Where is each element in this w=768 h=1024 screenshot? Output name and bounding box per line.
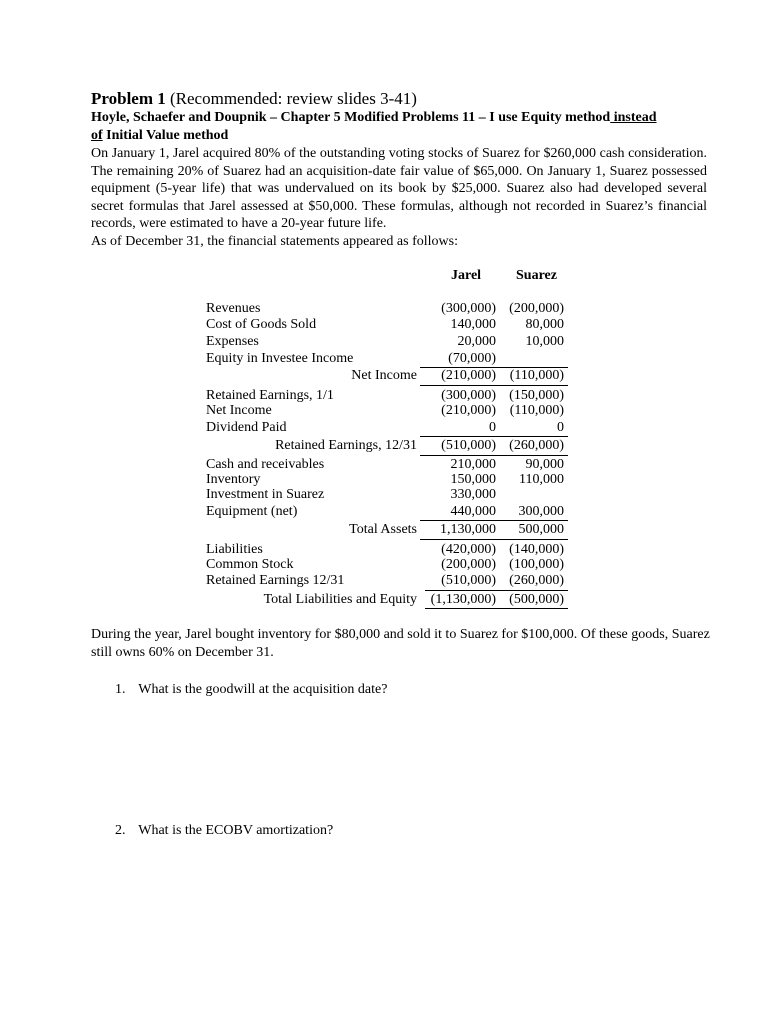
subtitle-underline-1: instead [610, 110, 657, 125]
jarel-value: 140,000 [450, 317, 496, 332]
row-label: Inventory [206, 472, 261, 487]
jarel-value: 20,000 [457, 334, 496, 349]
jarel-value: 1,130,000 [440, 522, 496, 537]
table-row [0, 402, 768, 419]
jarel-value: (210,000) [441, 368, 496, 383]
suarez-value: (100,000) [509, 557, 564, 572]
problem-paragraph-2: As of December 31, the financial statements appeared as follows: [91, 233, 458, 249]
suarez-value: (140,000) [509, 542, 564, 557]
row-label: Equity in Investee Income [206, 351, 354, 366]
table-row [0, 300, 768, 317]
problem-label: Problem 1 [91, 89, 166, 108]
row-label: Revenues [206, 301, 261, 316]
table-row [0, 437, 768, 454]
row-label: Expenses [206, 334, 259, 349]
suarez-value: (200,000) [509, 301, 564, 316]
suarez-value: 10,000 [525, 334, 564, 349]
table-rule [425, 590, 568, 591]
question-1-text: What is the goodwill at the acquisition date? [138, 682, 388, 697]
row-label: Cash and receivables [206, 457, 325, 472]
col-header-suarez: Suarez [516, 268, 557, 283]
suarez-value: 90,000 [525, 457, 564, 472]
jarel-value: (1,130,000) [430, 592, 496, 607]
row-label: Common Stock [206, 557, 294, 572]
row-label: Cost of Goods Sold [206, 317, 317, 332]
row-label: Net Income [206, 403, 272, 418]
jarel-value: (510,000) [441, 573, 496, 588]
jarel-value: 330,000 [450, 487, 496, 502]
table-row [0, 486, 768, 503]
table-row [0, 572, 768, 589]
subtitle-part-b: Initial Value method [102, 128, 229, 143]
problem-subtitle [91, 109, 707, 145]
suarez-value: (150,000) [509, 388, 564, 403]
suarez-value: 110,000 [519, 472, 564, 487]
table-rule [420, 385, 568, 386]
suarez-value: (260,000) [509, 438, 564, 453]
suarez-value: (500,000) [509, 592, 564, 607]
row-label: Total Liabilities and Equity [263, 592, 417, 607]
jarel-value: (200,000) [441, 557, 496, 572]
table-row [0, 503, 768, 520]
row-label: Retained Earnings, 12/31 [275, 438, 417, 453]
suarez-value: (110,000) [509, 368, 564, 383]
table-row [0, 333, 768, 350]
question-2-text: What is the ECOBV amortization? [138, 823, 334, 838]
table-row [0, 521, 768, 538]
table-rule [420, 539, 568, 540]
jarel-value: (210,000) [441, 403, 496, 418]
table-row [0, 316, 768, 333]
subtitle-underline-2: of [91, 128, 103, 143]
problem-title [91, 89, 707, 109]
row-label: Equipment (net) [206, 504, 298, 519]
jarel-value: 0 [489, 420, 496, 435]
subtitle-part-a: Hoyle, Schaefer and Doupnik – Chapter 5 Modified Problems 11 – I use Equity method [91, 110, 611, 125]
jarel-value: 150,000 [450, 472, 496, 487]
question-1-number: 1. [115, 682, 126, 697]
suarez-value: 80,000 [525, 317, 564, 332]
row-label: Dividend Paid [206, 420, 287, 435]
problem-paragraph: On January 1, Jarel acquired 80% of the outstanding voting stocks of Suarez for $260,000 cash consideration. The remaining 20% of Suarez had an acquisition-date fair value of $65,000. On January 1, Suarez possessed equipment (5-year life) that was undervalued on its book by $25,000. Suarez also had developed several secret formulas that Jarel assessed at $50,000. These formulas, although not recorded in Suarez’s financial records, were estimated to have a 20-year future life. [91, 146, 707, 231]
table-rule [420, 520, 568, 521]
question-1 [115, 681, 387, 698]
table-row [0, 367, 768, 384]
table-rule [420, 455, 568, 456]
suarez-value: (110,000) [509, 403, 564, 418]
table-row [0, 350, 768, 367]
jarel-value: (510,000) [441, 438, 496, 453]
question-2 [115, 822, 333, 839]
row-label: Net Income [351, 368, 417, 383]
jarel-value: (300,000) [441, 388, 496, 403]
problem-header [91, 89, 707, 250]
row-label: Retained Earnings, 1/1 [206, 388, 334, 403]
table-row [0, 556, 768, 573]
table-row [0, 591, 768, 608]
jarel-value: (420,000) [441, 542, 496, 557]
jarel-value: (70,000) [448, 351, 496, 366]
row-label: Liabilities [206, 542, 263, 557]
jarel-value: 440,000 [450, 504, 496, 519]
table-rule [420, 367, 568, 368]
jarel-value: 210,000 [450, 457, 496, 472]
row-label: Investment in Suarez [206, 487, 325, 502]
table-row [0, 419, 768, 436]
question-2-number: 2. [115, 823, 126, 838]
row-label: Retained Earnings 12/31 [206, 573, 345, 588]
during-year-paragraph: During the year, Jarel bought inventory for $80,000 and sold it to Suarez for $100,000. Of these goods, Suarez still owns 60% on December 31. [91, 627, 710, 660]
jarel-value: (300,000) [441, 301, 496, 316]
table-rule [420, 436, 568, 437]
table-rule [425, 608, 568, 609]
suarez-value: (260,000) [509, 573, 564, 588]
suarez-value: 300,000 [518, 504, 564, 519]
suarez-value: 0 [557, 420, 564, 435]
row-label: Total Assets [349, 522, 417, 537]
col-header-jarel: Jarel [451, 268, 482, 283]
problem-note: (Recommended: review slides 3-41) [170, 89, 417, 108]
suarez-value: 500,000 [518, 522, 564, 537]
